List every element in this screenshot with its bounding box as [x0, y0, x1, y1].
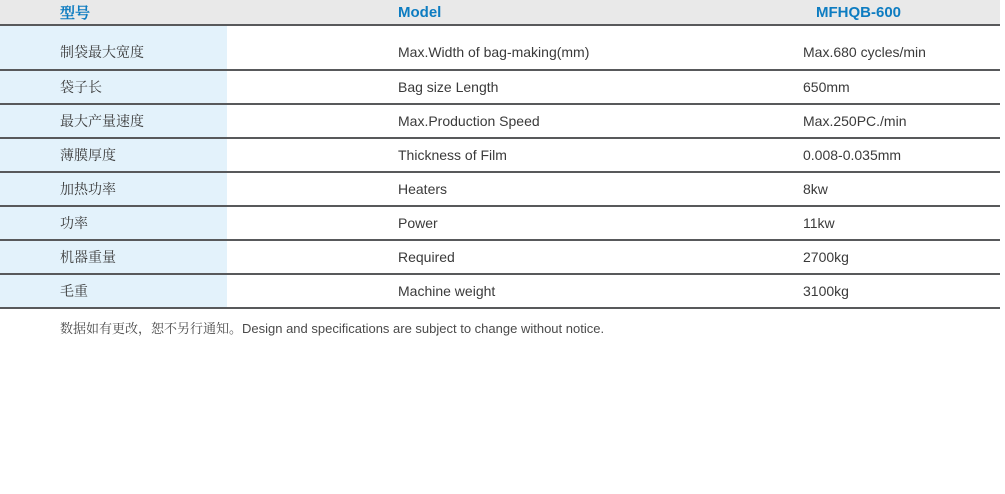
row-value: 8kw	[803, 181, 828, 197]
row-label-cn: 最大产量速度	[0, 105, 227, 137]
row-label-en: Power	[398, 215, 438, 231]
row-label-en: Required	[398, 249, 455, 265]
header-model-value: MFHQB-600	[816, 3, 902, 21]
table-row	[0, 105, 1000, 139]
row-label-en: Heaters	[398, 181, 448, 197]
row-label-en: Machine weight	[398, 283, 496, 299]
header-model-label-cn: 型号	[60, 4, 91, 22]
row-value: 0.008-0.035mm	[803, 147, 902, 163]
row-label-cn: 薄膜厚度	[0, 139, 227, 171]
table-row	[0, 207, 1000, 241]
table-row	[0, 26, 1000, 71]
row-label-cn: 袋子长	[0, 71, 227, 103]
row-value: 650mm	[803, 79, 850, 95]
table-row	[0, 173, 1000, 207]
row-label-cn: 加热功率	[0, 173, 227, 205]
row-label-cn: 机器重量	[0, 241, 227, 273]
table-header-row	[0, 0, 1000, 26]
table-row	[0, 275, 1000, 309]
row-value: Max.250PC./min	[803, 113, 907, 129]
row-value: 2700kg	[803, 249, 849, 265]
table-row	[0, 241, 1000, 275]
row-label-cn: 制袋最大宽度	[0, 26, 227, 69]
row-value: Max.680 cycles/min	[803, 44, 926, 60]
table-row	[0, 71, 1000, 105]
row-label-en: Thickness of Film	[398, 147, 507, 163]
header-model-label-en: Model	[398, 3, 442, 21]
table-row	[0, 139, 1000, 173]
row-label-cn: 毛重	[0, 275, 227, 307]
row-value: 11kw	[803, 215, 835, 231]
row-value: 3100kg	[803, 283, 849, 299]
row-label-en: Max.Width of bag-making(mm)	[398, 44, 590, 60]
row-label-en: Max.Production Speed	[398, 113, 540, 129]
row-label-cn: 功率	[0, 207, 227, 239]
row-label-en: Bag size Length	[398, 79, 499, 95]
disclaimer-note: 数据如有更改，恕不另行通知。Design and specifications are subject to change without notice.	[60, 321, 605, 336]
